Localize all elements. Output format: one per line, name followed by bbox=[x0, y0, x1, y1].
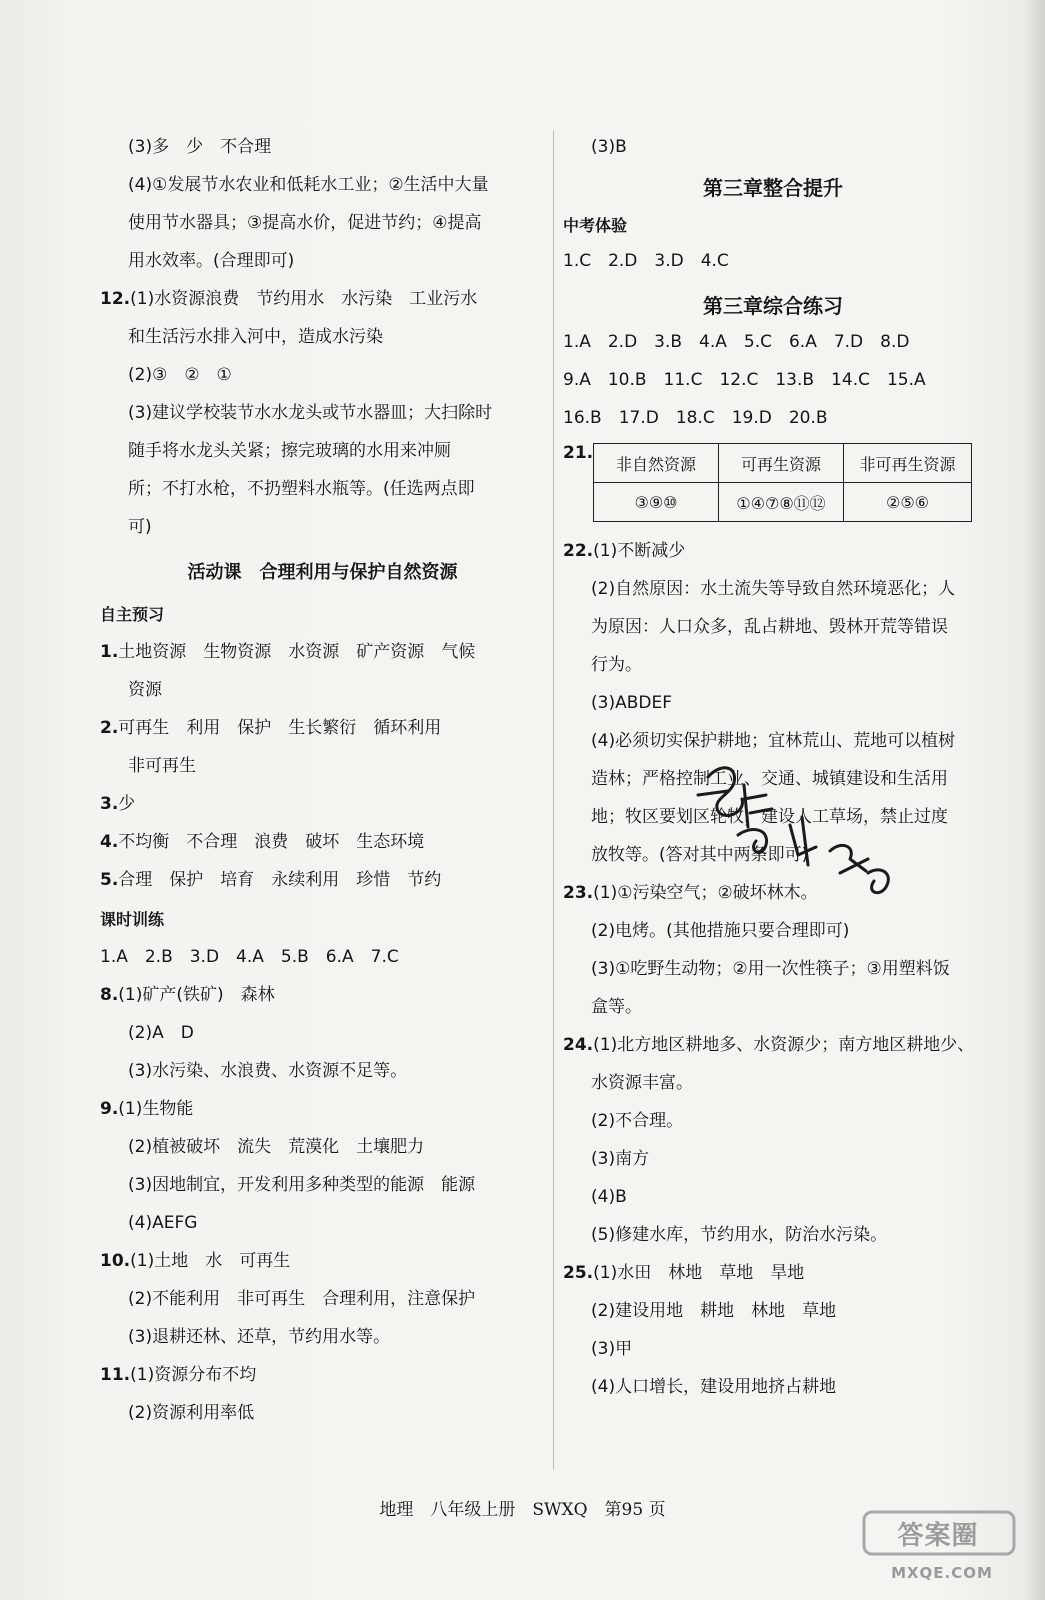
table-header: 非自然资源 bbox=[594, 444, 719, 483]
answer-line: 水资源丰富。 bbox=[591, 1073, 693, 1093]
answer-line: (2)自然原因：水土流失等导致自然环境恶化；人 bbox=[591, 579, 956, 599]
answer-text: (1)生物能 bbox=[118, 1099, 194, 1119]
answer-line: 随手将水龙头关紧；擦完玻璃的水用来冲厕 bbox=[128, 441, 451, 461]
left-column bbox=[100, 130, 545, 1424]
question-12 bbox=[100, 288, 545, 310]
answer-line: (3)多 少 不合理 bbox=[128, 137, 272, 157]
answer-line: (3)退耕还林、还草，节约用水等。 bbox=[128, 1327, 391, 1347]
preview-5 bbox=[100, 869, 545, 891]
training-choice-answers: 1.A 2.B 3.D 4.A 5.B 6.A 7.C bbox=[100, 947, 399, 967]
watermark-title: 答案圈 bbox=[897, 1521, 979, 1551]
table-header: 非可再生资源 bbox=[844, 444, 972, 483]
table-cell: ③⑨⑩ bbox=[594, 483, 719, 522]
answer-line: 造林；严格控制工业、交通、城镇建设和生活用 bbox=[591, 769, 948, 789]
answer-line: 可) bbox=[128, 517, 152, 537]
answer-text: (1)水资源浪费 节约用水 水污染 工业污水 bbox=[130, 289, 478, 309]
answer-line: (2)建设用地 耕地 林地 草地 bbox=[591, 1301, 837, 1321]
chapter-title-integrate: 第三章整合提升 bbox=[703, 176, 843, 200]
question-number: 12. bbox=[100, 289, 131, 309]
choice-answers-row: 16.B 17.D 18.C 19.D 20.B bbox=[563, 408, 828, 428]
subsection-title-training: 课时训练 bbox=[100, 910, 165, 929]
table-header-row bbox=[594, 444, 972, 483]
answer-text: 不均衡 不合理 浪费 破坏 生态环境 bbox=[118, 832, 425, 852]
subsection-title-preview: 自主预习 bbox=[100, 605, 165, 624]
answer-line: 行为。 bbox=[591, 655, 642, 675]
table-cell: ②⑤⑥ bbox=[844, 483, 972, 522]
answer-line: 所；不打水枪，不扔塑料水瓶等。(任选两点即 bbox=[128, 479, 475, 499]
answer-line: 资源 bbox=[128, 680, 162, 700]
question-number: 8. bbox=[100, 985, 119, 1005]
question-24 bbox=[563, 1034, 983, 1056]
watermark-url: MXQE.COM bbox=[891, 1564, 993, 1582]
choice-answers-row: 1.A 2.D 3.B 4.A 5.C 6.A 7.D 8.D bbox=[563, 332, 910, 352]
question-number: 22. bbox=[563, 541, 594, 561]
answer-line: (2)A D bbox=[128, 1023, 194, 1043]
table-cell: ①④⑦⑧⑪⑫ bbox=[719, 483, 844, 522]
answer-line: (5)修建水库，节约用水，防治水污染。 bbox=[591, 1225, 888, 1245]
page-edge-shadow bbox=[1023, 0, 1045, 1600]
page-footer: 地理 八年级上册 SWXQ 第95 页 bbox=[379, 1500, 666, 1520]
answer-line: (4)AEFG bbox=[128, 1213, 198, 1233]
preview-4 bbox=[100, 831, 545, 853]
question-21 bbox=[563, 443, 983, 522]
training-10 bbox=[100, 1250, 545, 1272]
question-number: 1. bbox=[100, 642, 119, 662]
table-row bbox=[594, 483, 972, 522]
answer-text: 少 bbox=[118, 794, 136, 814]
answer-line: (3)B bbox=[591, 137, 627, 157]
answer-line: 地；牧区要划区轮牧，建设人工草场，禁止过度 bbox=[591, 807, 948, 827]
training-8 bbox=[100, 984, 545, 1006]
exam-answers: 1.C 2.D 3.D 4.C bbox=[563, 251, 729, 271]
preview-3 bbox=[100, 793, 545, 815]
answer-text: 土地资源 生物资源 水资源 矿产资源 气候 bbox=[118, 642, 476, 662]
answer-line: (4)人口增长，建设用地挤占耕地 bbox=[591, 1377, 837, 1397]
question-number: 23. bbox=[563, 883, 594, 903]
answer-line: 为原因：人口众多，乱占耕地、毁林开荒等错误 bbox=[591, 617, 948, 637]
answer-text: (1)资源分布不均 bbox=[130, 1365, 257, 1385]
answer-line: (3)ABDEF bbox=[591, 693, 672, 713]
question-number: 2. bbox=[100, 718, 119, 738]
question-number: 9. bbox=[100, 1099, 119, 1119]
answer-line: (2)电烤。(其他措施只要合理即可) bbox=[591, 921, 850, 941]
table-header: 可再生资源 bbox=[719, 444, 844, 483]
column-divider bbox=[553, 130, 554, 1470]
preview-1 bbox=[100, 641, 545, 663]
answer-text: (1)水田 林地 草地 旱地 bbox=[593, 1263, 805, 1283]
answer-line: (2)资源利用率低 bbox=[128, 1403, 255, 1423]
answer-line: 使用节水器具；③提高水价，促进节约；④提高 bbox=[128, 213, 482, 233]
answer-text: (1)矿产(铁矿) 森林 bbox=[118, 985, 275, 1005]
answer-line: (4)①发展节水农业和低耗水工业；②生活中大量 bbox=[128, 175, 489, 195]
subsection-title-exam: 中考体验 bbox=[563, 216, 628, 235]
question-number: 4. bbox=[100, 832, 119, 852]
question-number: 10. bbox=[100, 1251, 131, 1271]
answer-line: (4)B bbox=[591, 1187, 627, 1207]
answer-line: (2)不能利用 非可再生 合理利用，注意保护 bbox=[128, 1289, 476, 1309]
answer-line: (3)①吃野生动物；②用一次性筷子；③用塑料饭 bbox=[591, 959, 950, 979]
watermark-logo bbox=[862, 1508, 1037, 1588]
answer-line: (3)水污染、水浪费、水资源不足等。 bbox=[128, 1061, 408, 1081]
resource-table bbox=[593, 443, 972, 522]
answer-line: (4)必须切实保护耕地；宜林荒山、荒地可以植树 bbox=[591, 731, 956, 751]
question-25 bbox=[563, 1262, 983, 1284]
answer-line: (3)因地制宜，开发利用多种类型的能源 能源 bbox=[128, 1175, 476, 1195]
chapter-title-practice: 第三章综合练习 bbox=[703, 294, 843, 318]
question-number: 24. bbox=[563, 1035, 594, 1055]
preview-2 bbox=[100, 717, 545, 739]
answer-line: (2)③ ② ① bbox=[128, 365, 232, 385]
answer-line: 盒等。 bbox=[591, 997, 642, 1017]
answer-line: (2)不合理。 bbox=[591, 1111, 684, 1131]
question-number: 5. bbox=[100, 870, 119, 890]
answer-text: (1)不断减少 bbox=[593, 541, 686, 561]
question-number: 25. bbox=[563, 1263, 594, 1283]
answer-text: (1)①污染空气；②破坏林木。 bbox=[593, 883, 818, 903]
answer-line: 用水效率。(合理即可) bbox=[128, 251, 295, 271]
answer-text: (1)土地 水 可再生 bbox=[130, 1251, 291, 1271]
answer-text: 可再生 利用 保护 生长繁衍 循环利用 bbox=[118, 718, 442, 738]
question-number: 3. bbox=[100, 794, 119, 814]
question-number: 21. bbox=[563, 443, 594, 463]
choice-answers-row: 9.A 10.B 11.C 12.C 13.B 14.C 15.A bbox=[563, 370, 926, 390]
answer-line: 非可再生 bbox=[128, 756, 196, 776]
answer-line: (3)南方 bbox=[591, 1149, 650, 1169]
section-title-activity: 活动课 合理利用与保护自然资源 bbox=[187, 562, 458, 583]
answer-text: (1)北方地区耕地多、水资源少；南方地区耕地少、 bbox=[593, 1035, 975, 1055]
answer-line: (3)建议学校装节水水龙头或节水器皿；大扫除时 bbox=[128, 403, 493, 423]
answer-line: (2)植被破坏 流失 荒漠化 土壤肥力 bbox=[128, 1137, 425, 1157]
handwritten-scribble bbox=[690, 755, 910, 905]
training-9 bbox=[100, 1098, 545, 1120]
question-number: 11. bbox=[100, 1365, 131, 1385]
answer-line: 和生活污水排入河中，造成水污染 bbox=[128, 327, 383, 347]
answer-line: 放牧等。(答对其中两条即可) bbox=[591, 845, 809, 865]
training-11 bbox=[100, 1364, 545, 1386]
answer-text: 合理 保护 培育 永续利用 珍惜 节约 bbox=[118, 870, 442, 890]
question-22 bbox=[563, 540, 983, 562]
answer-line: (3)甲 bbox=[591, 1339, 633, 1359]
